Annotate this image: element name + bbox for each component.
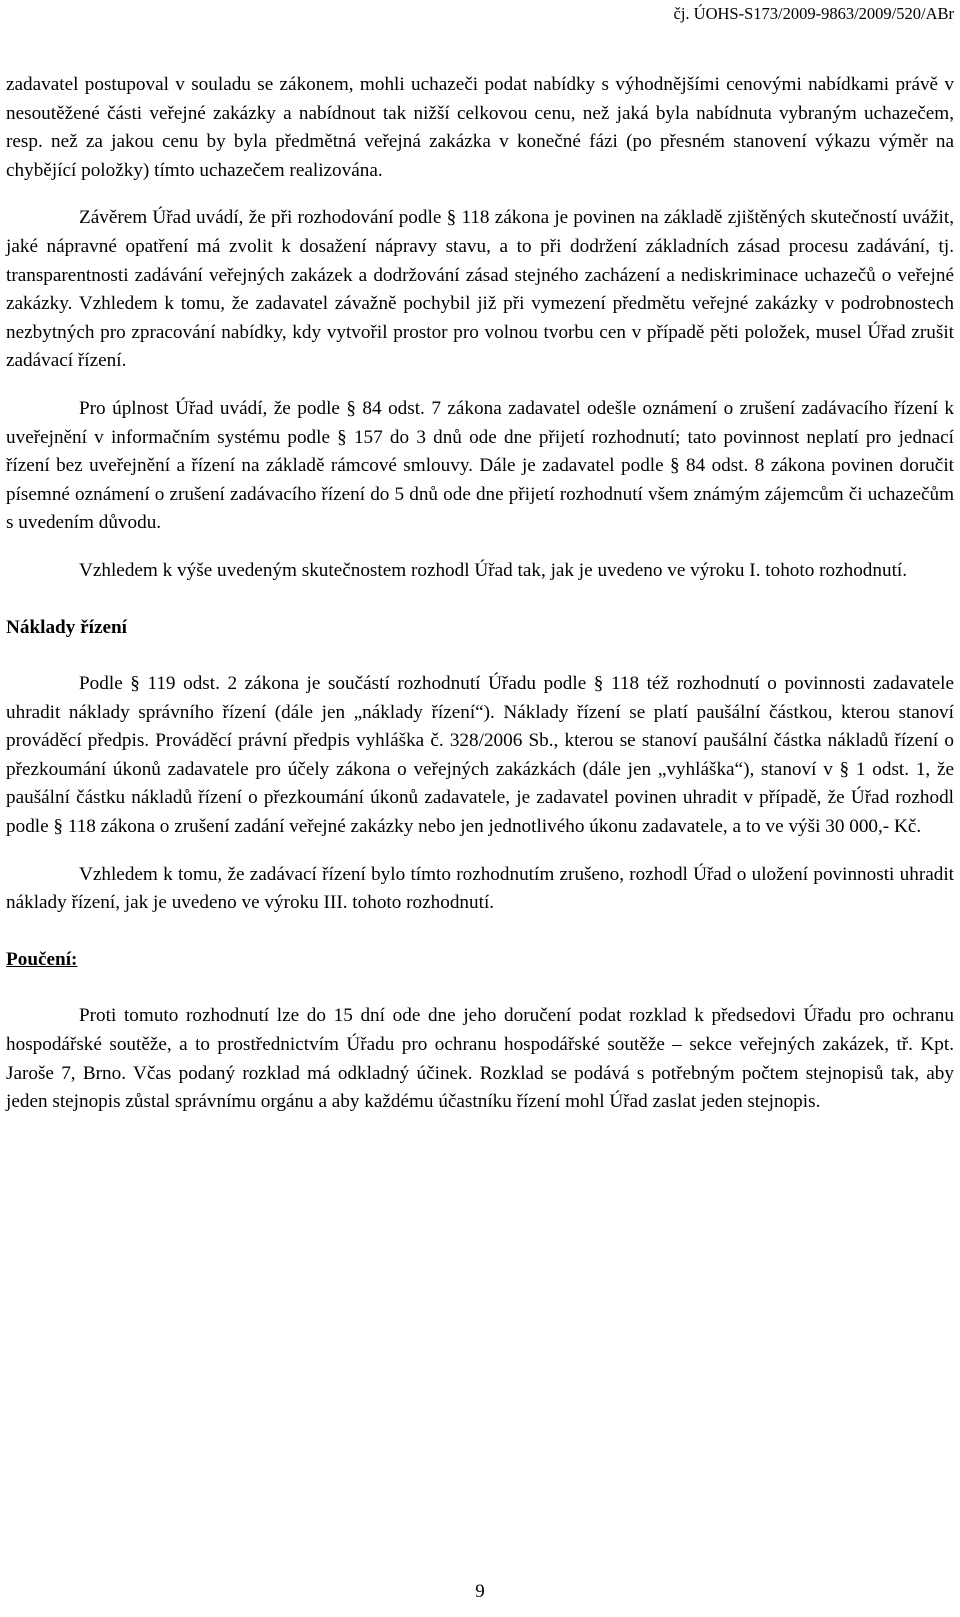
paragraph-appeal-instruction: Proti tomuto rozhodnutí lze do 15 dní ode dne jeho doručení podat rozklad k předsedovi Úřadu pro ochranu hospodářské soutěže, a to prostřednictvím Úřadu pro ochranu hospodářské soutěže – sekce veřejných zakázek, tř. Kpt. Jaroše 7, Brno. Včas podaný rozklad má odkladný účinek. Rozklad se podává s potřebným počtem stejnopisů tak, aby jeden stejnopis zůstal správnímu orgánu a aby každému účastníku řízení mohl Úřad zaslat jeden stejnopis. [6,1005,954,1113]
paragraph-completeness-note: Pro úplnost Úřad uvádí, že podle § 84 odst. 7 zákona zadavatel odešle oznámení o zrušení zadávacího řízení k uveřejnění v informačním systému podle § 157 do 3 dnů ode dne přijetí rozhodnutí; tato povinnost neplatí pro jednací řízení bez uveřejnění a řízení na základě rámcové smlouvy. Dále je zadavatel podle § 84 odst. 8 zákona povinen doručit písemné oznámení o zrušení zadávacího řízení do 5 dnů ode dne přijetí rozhodnutí všem známým zájemcům či uchazečům s uvedením důvodu. [6,397,954,534]
reference-number: čj. ÚOHS-S173/2009-9863/2009/520/ABr [673,4,954,23]
paragraph-procurement-conclusion: zadavatel postupoval v souladu se zákonem, mohli uchazeči podat nabídky s výhodnějšími cenovými nabídkami právě v nesoutěžené části veřejné zakázky a nabídnout tak nižší celkovou cenu, než jaká byla nabídnuta vybraným uchazečem, resp. než za jakou cenu by byla předmětná veřejná zakázka v konečné fázi (po přesném stanovení výkazu výměr na chybějící položky) tímto uchazečem realizována. [6,74,954,181]
section-heading-costs: Náklady řízení [6,616,127,638]
paragraph-costs: Podle § 119 odst. 2 zákona je součástí rozhodnutí Úřadu podle § 118 též rozhodnutí o povinnosti zadavatele uhradit náklady správního řízení (dále jen „náklady řízení“). Náklady řízení se platí paušální částkou, kterou stanoví prováděcí předpis. Prováděcí právní předpis vyhláška č. 328/2006 Sb., kterou se stanoví paušální částka nákladů řízení o přezkoumání úkonů zadavatele pro účely zákona o veřejných zakázkách (dále jen „vyhláška“), stanoví v § 1 odst. 1, že paušální částku nákladů řízení o přezkoumání úkonů zadavatele, je zadavatel povinen uhradit v případě, že Úřad rozhodl podle § 118 zákona o zrušení zadání veřejné zakázky nebo jen jednotlivého úkonu zadavatele, a to ve výši 30 000,- Kč. [6,673,954,838]
paragraph-final-remark: Závěrem Úřad uvádí, že při rozhodování podle § 118 zákona je povinen na základě zjištěných skutečností uvážit, jaké nápravné opatření má zvolit k dosažení nápravy stavu, a to při dodržení základních zásad procesu zadávání, tj. transparentnosti zadávání veřejných zakázek a dodržování zásad stejného zacházení a nediskriminace uchazečů o veřejné zakázky. Vzhledem k tomu, že zadavatel závažně pochybil již při vymezení předmětu veřejné zakázky v podrobnostech nezbytných pro zpracování nabídky, kdy vytvořil prostor pro volnou tvorbu cen v případě pěti položek, musel Úřad zrušit zadávací řízení. [6,207,954,372]
section-heading-instruction: Poučení: [6,948,78,970]
paragraph-decision-summary: Vzhledem k výše uvedeným skutečnostem rozhodl Úřad tak, jak je uvedeno ve výroku I. tohoto rozhodnutí. [79,559,908,581]
page-number: 9 [475,1581,485,1602]
document-body [6,71,954,1117]
paragraph-costs-decision: Vzhledem k tomu, že zadávací řízení bylo tímto rozhodnutím zrušeno, rozhodl Úřad o uložení povinnosti uhradit náklady řízení, jak je uvedeno ve výroku III. tohoto rozhodnutí. [6,863,954,914]
